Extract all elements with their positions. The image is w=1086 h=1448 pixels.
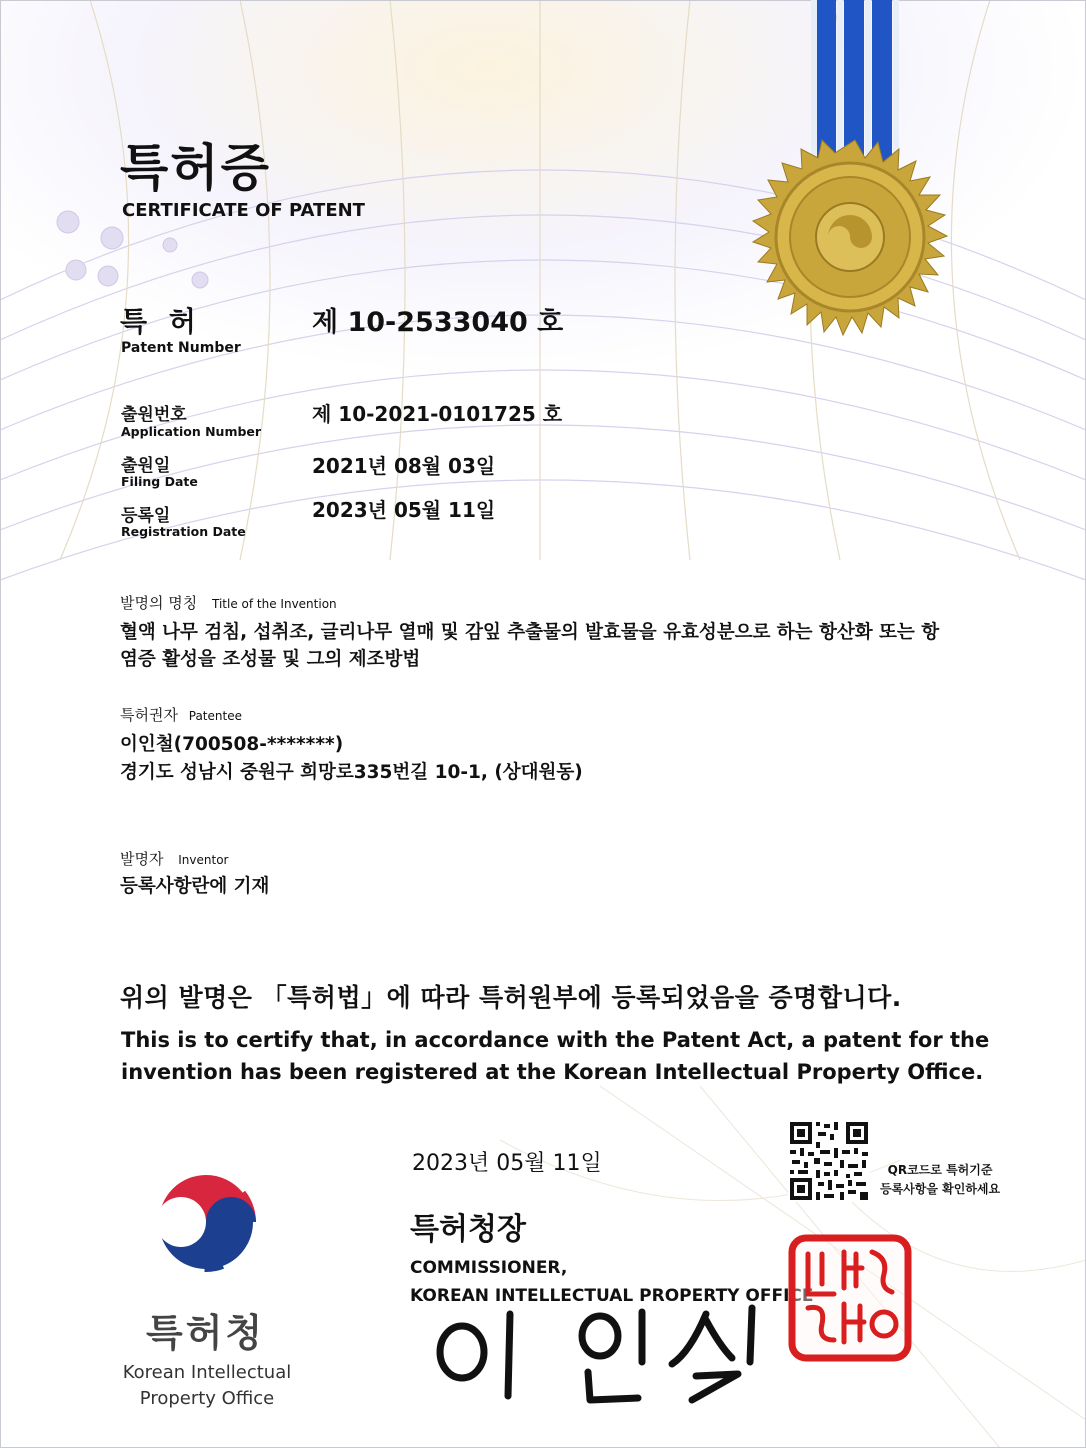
application-number-label: 출원번호 [121,405,187,425]
kipo-taegeuk-logo-icon [142,1158,270,1286]
certification-statement-en-line-2: invention has been registered at the Korean Intellectual Property Office. [121,1060,984,1084]
certification-statement-en [121,1024,989,1088]
inventor-label-en: Inventor [178,853,229,867]
kipo-name-en: Korean Intellectual Property Office [122,1362,292,1409]
patent-number-label: 특 허 [120,305,202,338]
patent-number-label-en: Patent Number [121,340,241,356]
patentee-label [120,704,242,725]
qr-note-line-1: QR코드로 특허기준 [887,1163,993,1177]
filing-date-label-en: Filing Date [121,474,198,489]
filing-date-label: 출원일 [121,456,171,476]
commissioner-title-ko: 특허청장 [410,1212,526,1247]
inventor-label [120,848,228,869]
invention-title-label [120,592,337,613]
patentee-name: 이인철(700508-*******) [120,734,344,755]
inventor-label-ko: 발명자 [120,850,164,868]
gold-seal-icon [700,0,1000,420]
certification-statement-en-line-1: This is to certify that, in accordance with the Patent Act, a patent for the [121,1028,990,1052]
filing-date-value: 2021년 08월 03일 [312,454,496,478]
official-seal-stamp [788,1234,912,1362]
registration-date-label-en: Registration Date [121,524,246,539]
inventor-value: 등록사항란에 기재 [120,876,270,897]
registration-date-label: 등록일 [121,506,171,526]
qr-note [880,1161,1000,1199]
certification-statement-ko: 위의 발명은 「특허법」에 따라 특허원부에 등록되었음을 증명합니다. [120,983,902,1012]
certificate-title: 특허증 [120,139,271,197]
invention-title-label-ko: 발명의 명칭 [120,594,198,612]
issue-date: 2023년 05월 11일 [412,1151,602,1176]
invention-title-line-2: 염증 활성을 조성물 및 그의 제조방법 [120,649,421,670]
patentee-label-en: Patentee [188,709,242,723]
qr-code-icon[interactable] [788,1120,870,1202]
commissioner-title-en-line-1: COMMISSIONER, [410,1258,568,1278]
invention-title-line-1: 혈액 나무 검침, 섭취조, 글리나무 열매 및 감잎 추출물의 발효물을 유효성분으로 하는 항산화 또는 항 [120,622,940,643]
patentee-label-ko: 특허권자 [120,706,178,724]
certificate-title-en: CERTIFICATE OF PATENT [122,200,365,221]
registration-date-value: 2023년 05월 11일 [312,498,496,522]
kipo-name-ko: 특허청 [146,1311,266,1355]
qr-note-line-2: 등록사항을 확인하세요 [880,1182,1001,1196]
commissioner-signature [420,1300,780,1410]
application-number-value: 제 10-2021-0101725 호 [312,402,563,426]
commissioner-title-en-line-2: KOREAN INTELLECTUAL PROPERTY OFFICE [410,1286,814,1306]
patent-number-value: 제 10-2533040 호 [312,307,564,338]
invention-title-label-en: Title of the Invention [212,597,337,611]
patentee-address: 경기도 성남시 중원구 희망로335번길 10-1, (상대원동) [120,762,583,783]
application-number-label-en: Application Number [121,424,262,439]
